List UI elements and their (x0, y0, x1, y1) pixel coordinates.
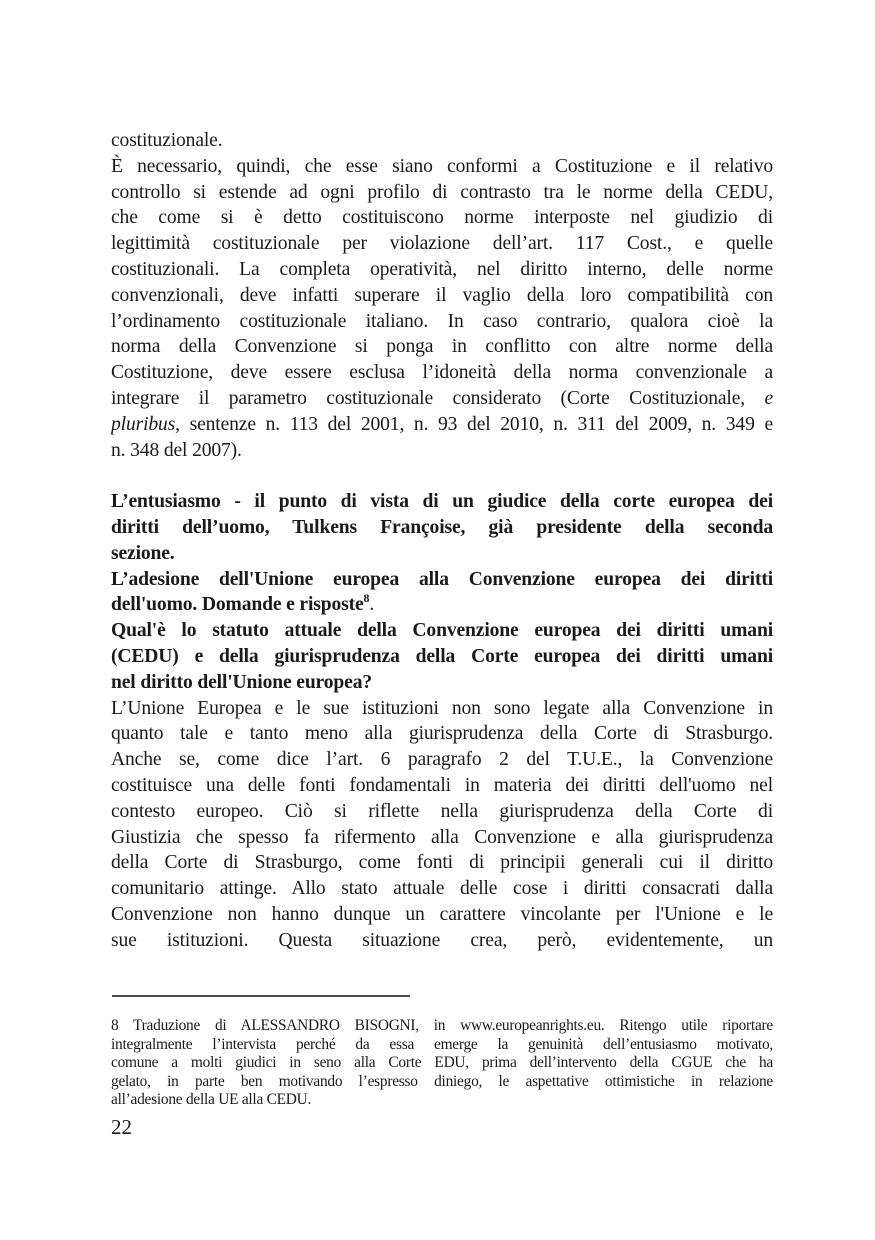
body-line: legittimità costituzionale per violazione dell’art. 117 Cost., e quelle (111, 233, 773, 255)
body-line: convenzionali, deve infatti superare il vaglio della loro compatibilità con (111, 284, 773, 306)
question-heading: (CEDU) e della giurisprudenza della Corte europea dei diritti umani (111, 645, 773, 667)
section-heading: diritti dell’uomo, Tulkens Françoise, già presidente della seconda (111, 516, 773, 538)
body-line: della Corte di Strasburgo, come fonti di principii generali cui il diritto (111, 852, 773, 874)
subsection-heading: L’adesione dell'Unione europea alla Convenzione europea dei diritti (111, 568, 773, 590)
citation-text: integrare il parametro costituzionale considerato (Corte Costituzionale, (111, 387, 765, 409)
citation-line (111, 386, 773, 412)
subsection-heading (111, 592, 773, 618)
footnote-line: integralmente l’intervista perché da essa emerge la genuinità dell’entusiasmo motivato, (111, 1035, 773, 1053)
footnote-line: gelato, in parte ben motivando l’espresso diniego, le aspettative ottimistiche in relazione (111, 1072, 773, 1090)
body-line: Costituzione, deve essere esclusa l’idoneità della norma convenzionale a (111, 362, 773, 384)
footnote-line: comune a molti giudici in seno alla Corte EDU, prima dell’intervento della CGUE che ha (111, 1054, 773, 1072)
footnote (111, 1017, 773, 1110)
body-line: sue istituzioni. Questa situazione crea, però, evidentemente, un (111, 929, 773, 951)
heading-text: dell'uomo. Domande e risposte (111, 594, 364, 616)
body-line: che come si è detto costituiscono norme interposte nel giudizio di (111, 207, 773, 229)
footnote-line: 8 Traduzione di ALESSANDRO BISOGNI, in www.europeanrights.eu. Ritengo utile riportare (111, 1017, 773, 1034)
body-line: contesto europeo. Ciò si riflette nella giurisprudenza della Corte di (111, 800, 773, 822)
question-heading: Qual'è lo statuto attuale della Convenzione europea dei diritti umani (111, 620, 773, 642)
citation-line (111, 412, 773, 438)
question-heading: nel diritto dell'Unione europea? (111, 671, 372, 693)
body-line: L’Unione Europea e le sue istituzioni non sono legate alla Convenzione in (111, 697, 773, 719)
body-line: l’ordinamento costituzionale italiano. In caso contrario, qualora cioè la (111, 310, 773, 332)
heading-end: . (369, 594, 375, 616)
citation-italic: e (764, 387, 773, 409)
footnote-line: all’adesione della UE alla CEDU. (111, 1091, 312, 1109)
section-heading: sezione. (111, 542, 175, 564)
body-line: È necessario, quindi, che esse siano conformi a Costituzione e il relativo (111, 155, 773, 177)
citation-line: n. 348 del 2007). (111, 439, 242, 461)
citation-italic: pluribus (111, 413, 176, 435)
body-line: Giustizia che spesso fa rifermento alla Convenzione e alla giurisprudenza (111, 826, 773, 848)
body-line: quanto tale e tanto meno alla giurisprudenza della Corte di Strasburgo. (111, 723, 773, 745)
body-line: costituzionale. (111, 130, 223, 151)
footnote-separator (112, 995, 410, 997)
body-line: Convenzione non hanno dunque un carattere vincolante per l'Unione e le (111, 903, 773, 925)
body-line: Anche se, come dice l’art. 6 paragrafo 2 del T.U.E., la Convenzione (111, 749, 773, 771)
body-line: costituzionali. La completa operatività, nel diritto interno, delle norme (111, 258, 773, 280)
paragraph-gap (111, 463, 773, 489)
page-number: 22 (111, 1115, 132, 1139)
body-line: norma della Convenzione si ponga in conflitto con altre norme della (111, 336, 773, 358)
section-heading: L’entusiasmo - il punto di vista di un giudice della corte europea dei (111, 491, 773, 513)
page-body (111, 128, 773, 954)
body-line: costituisce una delle fonti fondamentali in materia dei diritti dell'uomo nel (111, 774, 773, 796)
body-line: controllo si estende ad ogni profilo di contrasto tra le norme della CEDU, (111, 181, 773, 203)
citation-text: , sentenze n. 113 del 2001, n. 93 del 2010, n. 311 del 2009, n. 349 e (175, 413, 773, 435)
body-line: comunitario attinge. Allo stato attuale delle cose i diritti consacrati dalla (111, 878, 773, 900)
footnote-reference[interactable]: 8 (363, 591, 370, 606)
